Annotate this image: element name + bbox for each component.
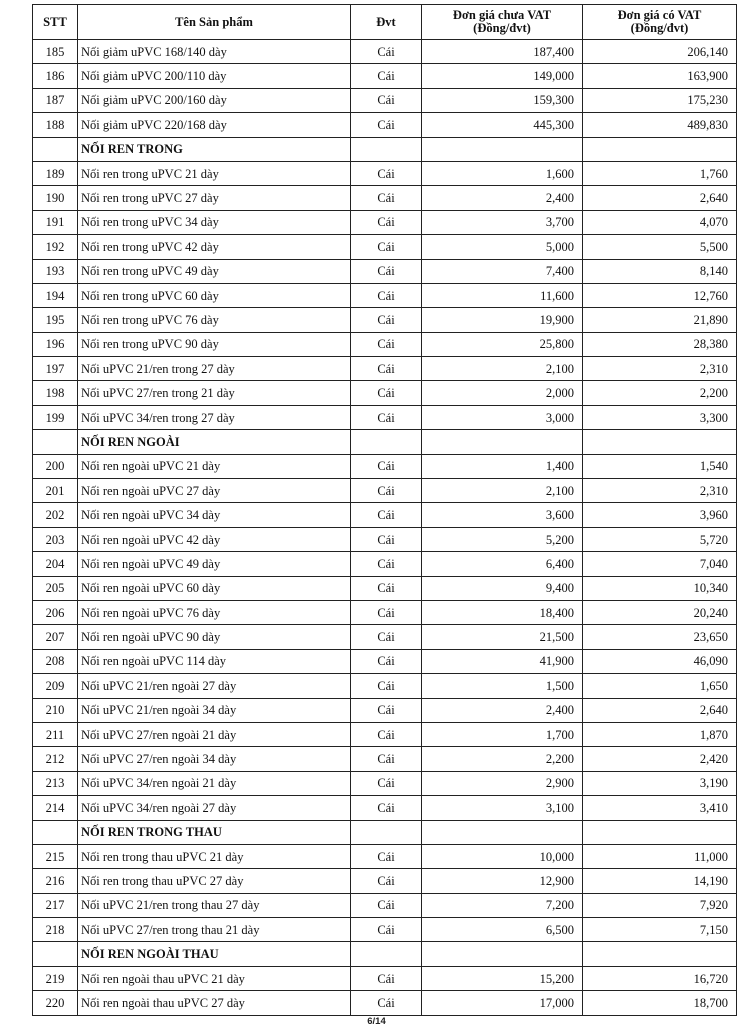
row-product-name: Nối uPVC 34/ren ngoài 27 dày — [78, 796, 351, 820]
section-price-cell — [422, 942, 583, 966]
table-body — [33, 40, 737, 1016]
table-header — [33, 5, 737, 40]
table-row — [33, 527, 737, 551]
row-product-name: Nối giảm uPVC 220/168 dày — [78, 113, 351, 137]
row-product-name: Nối uPVC 34/ren trong 27 dày — [78, 405, 351, 429]
row-price-vat: 3,960 — [583, 503, 737, 527]
row-price-vat: 3,300 — [583, 405, 737, 429]
row-price-no-vat: 3,700 — [422, 210, 583, 234]
row-product-name: Nối ren ngoài thau uPVC 21 dày — [78, 966, 351, 990]
row-product-name: Nối giảm uPVC 200/110 dày — [78, 64, 351, 88]
row-price-vat: 5,500 — [583, 235, 737, 259]
row-price-vat: 7,150 — [583, 918, 737, 942]
row-unit: Cái — [351, 674, 422, 698]
row-stt: 211 — [33, 722, 78, 746]
row-stt: 199 — [33, 405, 78, 429]
row-stt: 188 — [33, 113, 78, 137]
header-price-no-vat-line1: Đơn giá chưa VAT — [452, 8, 552, 22]
row-price-no-vat: 15,200 — [422, 966, 583, 990]
row-price-no-vat: 3,100 — [422, 796, 583, 820]
row-product-name: Nối uPVC 27/ren trong 21 dày — [78, 381, 351, 405]
table-row — [33, 40, 737, 64]
row-product-name: Nối uPVC 21/ren ngoài 27 dày — [78, 674, 351, 698]
table-row — [33, 64, 737, 88]
row-price-vat: 5,720 — [583, 527, 737, 551]
row-unit: Cái — [351, 552, 422, 576]
section-stt-cell — [33, 137, 78, 161]
section-stt-cell — [33, 430, 78, 454]
row-stt: 210 — [33, 698, 78, 722]
row-price-no-vat: 3,000 — [422, 405, 583, 429]
table-row — [33, 332, 737, 356]
row-unit: Cái — [351, 527, 422, 551]
row-stt: 186 — [33, 64, 78, 88]
row-price-no-vat: 159,300 — [422, 88, 583, 112]
row-price-no-vat: 17,000 — [422, 991, 583, 1015]
section-unit-cell — [351, 820, 422, 844]
table-row — [33, 747, 737, 771]
row-unit: Cái — [351, 771, 422, 795]
row-product-name: Nối ren ngoài uPVC 34 dày — [78, 503, 351, 527]
section-unit-cell — [351, 430, 422, 454]
row-unit: Cái — [351, 698, 422, 722]
row-price-no-vat: 3,600 — [422, 503, 583, 527]
row-price-vat: 2,200 — [583, 381, 737, 405]
row-price-vat: 18,700 — [583, 991, 737, 1015]
row-stt: 192 — [33, 235, 78, 259]
row-unit: Cái — [351, 64, 422, 88]
table-row — [33, 381, 737, 405]
row-stt: 217 — [33, 893, 78, 917]
row-unit: Cái — [351, 649, 422, 673]
row-price-vat: 2,640 — [583, 186, 737, 210]
row-price-no-vat: 1,700 — [422, 722, 583, 746]
row-stt: 220 — [33, 991, 78, 1015]
table-row — [33, 210, 737, 234]
row-product-name: Nối uPVC 27/ren trong thau 21 dày — [78, 918, 351, 942]
row-product-name: Nối ren ngoài uPVC 60 dày — [78, 576, 351, 600]
header-price-no-vat — [422, 5, 583, 40]
row-product-name: Nối ren trong uPVC 49 dày — [78, 259, 351, 283]
row-stt: 187 — [33, 88, 78, 112]
row-price-vat: 163,900 — [583, 64, 737, 88]
table-row — [33, 503, 737, 527]
section-title: NỐI REN NGOÀI — [78, 430, 351, 454]
table-row — [33, 113, 737, 137]
section-unit-cell — [351, 137, 422, 161]
row-price-no-vat: 5,000 — [422, 235, 583, 259]
row-price-vat: 2,310 — [583, 357, 737, 381]
section-header-row — [33, 430, 737, 454]
row-stt: 194 — [33, 283, 78, 307]
section-price-cell — [422, 430, 583, 454]
row-stt: 216 — [33, 869, 78, 893]
row-unit: Cái — [351, 332, 422, 356]
row-stt: 213 — [33, 771, 78, 795]
table-row — [33, 283, 737, 307]
row-product-name: Nối uPVC 34/ren ngoài 21 dày — [78, 771, 351, 795]
page-number: 6/14 — [367, 1016, 386, 1027]
row-product-name: Nối ren trong uPVC 60 dày — [78, 283, 351, 307]
header-price-vat-line1: Đơn giá có VAT — [617, 8, 702, 22]
row-price-no-vat: 187,400 — [422, 40, 583, 64]
section-header-row — [33, 820, 737, 844]
row-unit: Cái — [351, 625, 422, 649]
row-stt: 198 — [33, 381, 78, 405]
row-price-vat: 1,540 — [583, 454, 737, 478]
row-product-name: Nối ren ngoài uPVC 21 dày — [78, 454, 351, 478]
row-unit: Cái — [351, 283, 422, 307]
row-price-no-vat: 1,600 — [422, 161, 583, 185]
row-stt: 202 — [33, 503, 78, 527]
row-stt: 200 — [33, 454, 78, 478]
row-product-name: Nối uPVC 21/ren ngoài 34 dày — [78, 698, 351, 722]
section-title: NỐI REN TRONG THAU — [78, 820, 351, 844]
row-price-vat: 23,650 — [583, 625, 737, 649]
row-product-name: Nối ren trong thau uPVC 21 dày — [78, 844, 351, 868]
row-price-vat: 4,070 — [583, 210, 737, 234]
row-product-name: Nối uPVC 21/ren trong thau 27 dày — [78, 893, 351, 917]
row-price-no-vat: 2,400 — [422, 698, 583, 722]
row-unit: Cái — [351, 454, 422, 478]
table-row — [33, 649, 737, 673]
row-unit: Cái — [351, 747, 422, 771]
section-price-vat-cell — [583, 820, 737, 844]
row-price-vat: 3,190 — [583, 771, 737, 795]
table-row — [33, 991, 737, 1015]
header-price-no-vat-line2: (Đồng/đvt) — [473, 21, 531, 35]
row-unit: Cái — [351, 259, 422, 283]
row-unit: Cái — [351, 161, 422, 185]
section-price-cell — [422, 137, 583, 161]
table-row — [33, 771, 737, 795]
row-product-name: Nối ren trong uPVC 27 dày — [78, 186, 351, 210]
row-price-vat: 2,420 — [583, 747, 737, 771]
table-row — [33, 966, 737, 990]
row-price-no-vat: 2,200 — [422, 747, 583, 771]
header-stt: STT — [33, 5, 78, 40]
row-price-vat: 1,870 — [583, 722, 737, 746]
table-row — [33, 552, 737, 576]
header-price-vat — [583, 5, 737, 40]
section-price-vat-cell — [583, 430, 737, 454]
row-price-vat: 46,090 — [583, 649, 737, 673]
row-price-no-vat: 149,000 — [422, 64, 583, 88]
price-table-container — [32, 4, 736, 1016]
row-product-name: Nối giảm uPVC 168/140 dày — [78, 40, 351, 64]
header-price-vat-line2: (Đồng/đvt) — [630, 21, 689, 35]
row-price-no-vat: 445,300 — [422, 113, 583, 137]
row-price-no-vat: 9,400 — [422, 576, 583, 600]
row-unit: Cái — [351, 381, 422, 405]
row-price-vat: 8,140 — [583, 259, 737, 283]
row-stt: 191 — [33, 210, 78, 234]
row-stt: 190 — [33, 186, 78, 210]
row-unit: Cái — [351, 357, 422, 381]
table-row — [33, 405, 737, 429]
section-header-row — [33, 942, 737, 966]
row-price-no-vat: 7,200 — [422, 893, 583, 917]
row-stt: 197 — [33, 357, 78, 381]
row-unit: Cái — [351, 479, 422, 503]
row-unit: Cái — [351, 40, 422, 64]
row-unit: Cái — [351, 235, 422, 259]
table-row — [33, 454, 737, 478]
row-stt: 209 — [33, 674, 78, 698]
table-row — [33, 844, 737, 868]
row-price-vat: 20,240 — [583, 600, 737, 624]
row-price-no-vat: 5,200 — [422, 527, 583, 551]
section-unit-cell — [351, 942, 422, 966]
row-unit: Cái — [351, 186, 422, 210]
row-stt: 189 — [33, 161, 78, 185]
row-stt: 195 — [33, 308, 78, 332]
row-price-no-vat: 1,500 — [422, 674, 583, 698]
row-price-vat: 14,190 — [583, 869, 737, 893]
row-price-vat: 489,830 — [583, 113, 737, 137]
row-price-vat: 28,380 — [583, 332, 737, 356]
row-product-name: Nối ren ngoài uPVC 42 dày — [78, 527, 351, 551]
row-price-no-vat: 2,100 — [422, 357, 583, 381]
row-stt: 196 — [33, 332, 78, 356]
row-unit: Cái — [351, 210, 422, 234]
table-row — [33, 186, 737, 210]
row-unit: Cái — [351, 308, 422, 332]
row-price-no-vat: 6,500 — [422, 918, 583, 942]
row-stt: 206 — [33, 600, 78, 624]
table-row — [33, 698, 737, 722]
row-product-name: Nối uPVC 27/ren ngoài 34 dày — [78, 747, 351, 771]
section-title: NỐI REN NGOÀI THAU — [78, 942, 351, 966]
table-row — [33, 88, 737, 112]
table-row — [33, 576, 737, 600]
row-price-vat: 16,720 — [583, 966, 737, 990]
table-row — [33, 357, 737, 381]
row-unit: Cái — [351, 88, 422, 112]
row-product-name: Nối uPVC 21/ren trong 27 dày — [78, 357, 351, 381]
row-price-vat: 10,340 — [583, 576, 737, 600]
row-price-vat: 1,650 — [583, 674, 737, 698]
section-header-row — [33, 137, 737, 161]
table-row — [33, 600, 737, 624]
row-price-no-vat: 10,000 — [422, 844, 583, 868]
table-row — [33, 479, 737, 503]
row-unit: Cái — [351, 576, 422, 600]
table-row — [33, 235, 737, 259]
row-unit: Cái — [351, 893, 422, 917]
row-stt: 218 — [33, 918, 78, 942]
row-price-no-vat: 6,400 — [422, 552, 583, 576]
row-price-vat: 206,140 — [583, 40, 737, 64]
row-product-name: Nối ren ngoài uPVC 90 dày — [78, 625, 351, 649]
row-price-vat: 175,230 — [583, 88, 737, 112]
row-price-vat: 11,000 — [583, 844, 737, 868]
table-row — [33, 674, 737, 698]
table-row — [33, 918, 737, 942]
row-price-vat: 21,890 — [583, 308, 737, 332]
row-price-vat: 2,640 — [583, 698, 737, 722]
header-product-name: Tên Sản phẩm — [78, 5, 351, 40]
row-stt: 204 — [33, 552, 78, 576]
row-price-vat: 12,760 — [583, 283, 737, 307]
row-product-name: Nối giảm uPVC 200/160 dày — [78, 88, 351, 112]
row-product-name: Nối ren trong uPVC 76 dày — [78, 308, 351, 332]
row-price-no-vat: 1,400 — [422, 454, 583, 478]
table-row — [33, 308, 737, 332]
section-price-vat-cell — [583, 942, 737, 966]
row-stt: 215 — [33, 844, 78, 868]
section-price-vat-cell — [583, 137, 737, 161]
price-table — [32, 4, 737, 1016]
row-stt: 212 — [33, 747, 78, 771]
row-unit: Cái — [351, 844, 422, 868]
table-row — [33, 625, 737, 649]
table-row — [33, 796, 737, 820]
section-price-cell — [422, 820, 583, 844]
row-unit: Cái — [351, 869, 422, 893]
row-product-name: Nối ren ngoài uPVC 114 dày — [78, 649, 351, 673]
section-stt-cell — [33, 820, 78, 844]
row-price-no-vat: 12,900 — [422, 869, 583, 893]
section-stt-cell — [33, 942, 78, 966]
table-row — [33, 722, 737, 746]
row-product-name: Nối ren trong uPVC 21 dày — [78, 161, 351, 185]
row-unit: Cái — [351, 722, 422, 746]
row-price-no-vat: 7,400 — [422, 259, 583, 283]
row-unit: Cái — [351, 966, 422, 990]
row-unit: Cái — [351, 405, 422, 429]
row-stt: 201 — [33, 479, 78, 503]
row-product-name: Nối ren ngoài uPVC 27 dày — [78, 479, 351, 503]
row-product-name: Nối uPVC 27/ren ngoài 21 dày — [78, 722, 351, 746]
row-price-no-vat: 2,900 — [422, 771, 583, 795]
row-price-no-vat: 25,800 — [422, 332, 583, 356]
row-price-vat: 2,310 — [583, 479, 737, 503]
table-row — [33, 893, 737, 917]
row-stt: 193 — [33, 259, 78, 283]
table-row — [33, 161, 737, 185]
row-price-vat: 1,760 — [583, 161, 737, 185]
row-product-name: Nối ren trong thau uPVC 27 dày — [78, 869, 351, 893]
row-stt: 214 — [33, 796, 78, 820]
row-product-name: Nối ren trong uPVC 90 dày — [78, 332, 351, 356]
header-row — [33, 5, 737, 40]
row-unit: Cái — [351, 600, 422, 624]
row-unit: Cái — [351, 796, 422, 820]
row-stt: 208 — [33, 649, 78, 673]
row-product-name: Nối ren ngoài uPVC 49 dày — [78, 552, 351, 576]
row-unit: Cái — [351, 113, 422, 137]
header-unit: Đvt — [351, 5, 422, 40]
row-stt: 203 — [33, 527, 78, 551]
row-price-no-vat: 2,000 — [422, 381, 583, 405]
section-title: NỐI REN TRONG — [78, 137, 351, 161]
row-product-name: Nối ren trong uPVC 42 dày — [78, 235, 351, 259]
table-row — [33, 869, 737, 893]
row-unit: Cái — [351, 503, 422, 527]
row-price-no-vat: 2,400 — [422, 186, 583, 210]
row-price-vat: 7,920 — [583, 893, 737, 917]
row-price-vat: 3,410 — [583, 796, 737, 820]
row-product-name: Nối ren ngoài thau uPVC 27 dày — [78, 991, 351, 1015]
row-unit: Cái — [351, 918, 422, 942]
row-price-no-vat: 2,100 — [422, 479, 583, 503]
table-row — [33, 259, 737, 283]
row-stt: 185 — [33, 40, 78, 64]
row-price-vat: 7,040 — [583, 552, 737, 576]
row-unit: Cái — [351, 991, 422, 1015]
row-price-no-vat: 21,500 — [422, 625, 583, 649]
row-stt: 219 — [33, 966, 78, 990]
row-product-name: Nối ren trong uPVC 34 dày — [78, 210, 351, 234]
row-price-no-vat: 18,400 — [422, 600, 583, 624]
row-stt: 207 — [33, 625, 78, 649]
row-stt: 205 — [33, 576, 78, 600]
row-price-no-vat: 11,600 — [422, 283, 583, 307]
row-price-no-vat: 19,900 — [422, 308, 583, 332]
row-product-name: Nối ren ngoài uPVC 76 dày — [78, 600, 351, 624]
row-price-no-vat: 41,900 — [422, 649, 583, 673]
